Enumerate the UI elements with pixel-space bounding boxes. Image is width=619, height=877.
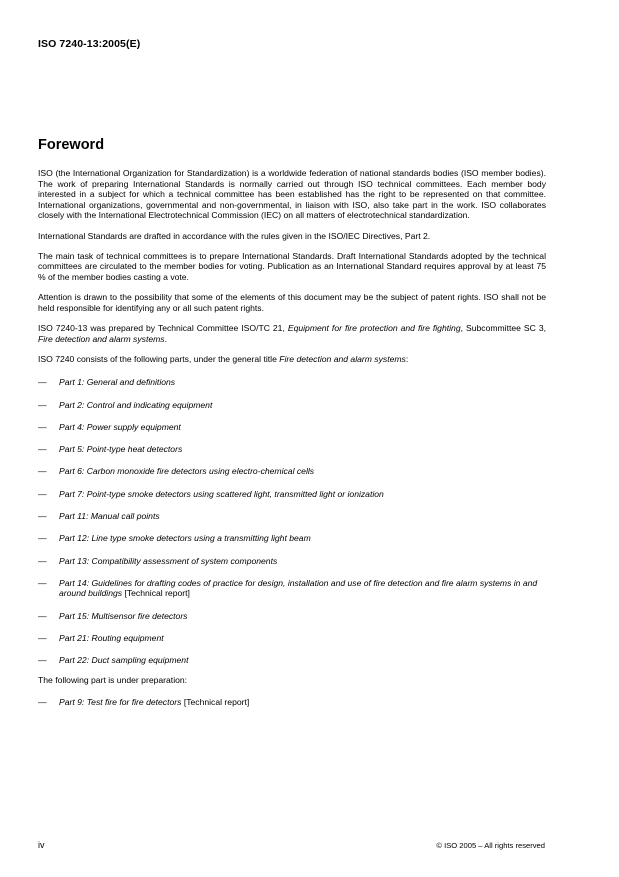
- part-title: Part 13: Compatibility assessment of system components: [59, 555, 278, 566]
- part-note: [Technical report]: [122, 588, 190, 599]
- page-number: iv: [38, 840, 45, 850]
- list-item: [38, 533, 546, 544]
- dash-bullet: —: [38, 697, 47, 708]
- committee-title: Equipment for fire protection and fire fighting: [287, 322, 461, 333]
- part-title: Part 7: Point-type smoke detectors using scattered light, transmitted light or ionization: [59, 488, 384, 499]
- part-title: Part 22: Duct sampling equipment: [59, 655, 189, 666]
- list-item: [38, 578, 546, 599]
- list-item: [38, 611, 546, 622]
- period: .: [164, 333, 167, 344]
- subcommittee-text: , Subcommittee SC 3,: [460, 322, 547, 333]
- paragraph-committee-task: The main task of technical committees is to prepare International Standards. Draft International Standards adopted by the technical committees are circulated to the member bodies for voting. Publication as an International Standard requires approval by at least 75 % of the member bodies casting a vote.: [38, 250, 546, 282]
- dash-bullet: —: [38, 377, 47, 388]
- dash-bullet: —: [38, 577, 47, 588]
- part-title: Part 6: Carbon monoxide fire detectors using electro-chemical cells: [59, 466, 315, 477]
- paragraph-under-preparation: The following part is under preparation:: [38, 674, 188, 685]
- part-note: [Technical report]: [181, 697, 250, 708]
- subcommittee-title: Fire detection and alarm systems: [38, 333, 165, 344]
- part-title: Part 11: Manual call points: [59, 510, 160, 521]
- page-title: Foreword: [38, 137, 105, 153]
- dash-bullet: —: [38, 421, 47, 432]
- part-title: Part 21: Routing equipment: [59, 632, 164, 643]
- part-title: Part 5: Point-type heat detectors: [59, 444, 183, 455]
- list-item-under-preparation: [38, 697, 546, 708]
- list-item: [38, 377, 546, 388]
- list-item: [38, 466, 546, 477]
- dash-bullet: —: [38, 610, 47, 621]
- foreword-body: [38, 168, 546, 720]
- part-title: Part 14: Guidelines for drafting codes of practice for design, installation and use of fire detection and fire alarm systems in and around buildings: [59, 577, 538, 599]
- list-item: [38, 633, 546, 644]
- dash-bullet: —: [38, 555, 47, 566]
- dash-bullet: —: [38, 466, 47, 477]
- colon: :: [405, 353, 409, 364]
- list-item: [38, 511, 546, 522]
- dash-bullet: —: [38, 655, 47, 666]
- part-title: Part 12: Line type smoke detectors using a transmitting light beam: [59, 533, 311, 544]
- part-title: Part 1: General and definitions: [59, 377, 176, 388]
- list-item: [38, 556, 546, 567]
- list-item: [38, 400, 546, 411]
- part-title: Part 9: Test fire for fire detectors: [59, 697, 182, 708]
- part-title: Part 2: Control and indicating equipment: [59, 399, 213, 410]
- dash-bullet: —: [38, 632, 47, 643]
- parts-list: [38, 377, 546, 666]
- dash-bullet: —: [38, 444, 47, 455]
- prepared-by-text: ISO 7240-13 was prepared by Technical Committee ISO/TC 21,: [38, 322, 288, 333]
- general-title: Fire detection and alarm systems: [279, 353, 406, 364]
- paragraph-prepared-by: [38, 323, 546, 344]
- document-id-header: ISO 7240-13:2005(E): [38, 38, 141, 50]
- dash-bullet: —: [38, 510, 47, 521]
- dash-bullet: —: [38, 488, 47, 499]
- list-item: [38, 444, 546, 455]
- paragraph-directives: International Standards are drafted in accordance with the rules given in the ISO/IEC Directives, Part 2.: [38, 230, 431, 241]
- dash-bullet: —: [38, 533, 47, 544]
- part-title: Part 4: Power supply equipment: [59, 421, 181, 432]
- paragraph-patent-notice: Attention is drawn to the possibility that some of the elements of this document may be the subject of patent rights. ISO shall not be held responsible for identifying any or all such patent rights.: [38, 292, 546, 313]
- part-title: Part 15: Multisensor fire detectors: [59, 610, 188, 621]
- paragraph-iso-description: ISO (the International Organization for Standardization) is a worldwide federation of national standards bodies (ISO member bodies). The work of preparing International Standards is normally carried out through ISO technical committees. Each member body interested in a subject for which a technical committee has been established has the right to be represented on that committee. International organizations, governmental and non-governmental, in liaison with ISO, also take part in the work. ISO collaborates closely with the International Electrotechnical Commission (IEC) on all matters of electrotechnical standardization.: [38, 168, 546, 221]
- dash-bullet: —: [38, 399, 47, 410]
- copyright-notice: © ISO 2005 – All rights reserved: [436, 841, 545, 850]
- list-item: [38, 422, 546, 433]
- list-item: [38, 489, 546, 500]
- paragraph-parts-intro: [38, 354, 546, 365]
- parts-intro-text: ISO 7240 consists of the following parts, under the general title: [38, 353, 280, 364]
- list-item: [38, 655, 546, 666]
